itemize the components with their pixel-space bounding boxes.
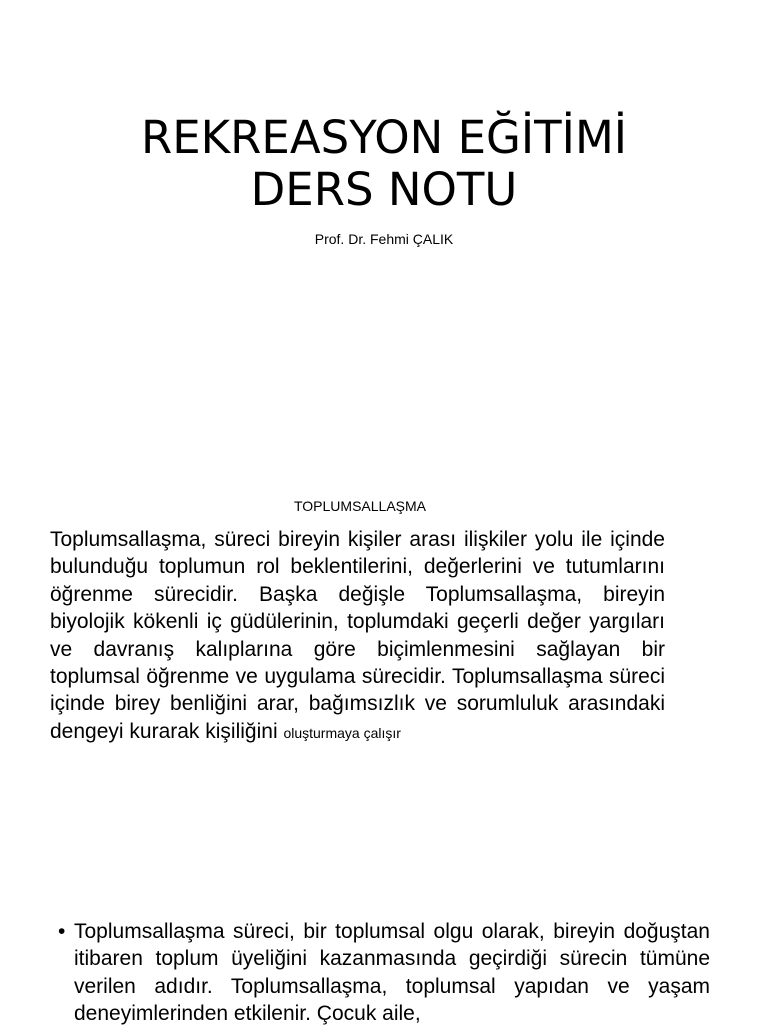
author-subtitle: Prof. Dr. Fehmi ÇALIK xyxy=(314,231,454,247)
bullet-icon: • xyxy=(58,920,66,943)
section-heading: TOPLUMSALLAŞMA xyxy=(293,498,426,514)
slide-bullets xyxy=(0,890,768,1024)
title-line-2: DERS NOTU xyxy=(250,163,518,216)
title-line-1: REKREASYON EĞİTİMİ xyxy=(140,111,628,164)
body-paragraph xyxy=(50,526,665,747)
body-text: Toplumsallaşma, süreci bireyin kişiler arası ilişkiler yolu ile içinde bulunduğu toplumun rol beklentilerini, değerlerini ve tutumlarını öğrenme sürecidir. Başka değişle Toplumsallaşma, bireyin biyolojik kökenli iç güdülerinin, toplumdaki geçerli değer yargıları ve davranış kalıplarına göre biçimlenmesini sağlayan bir toplumsal öğrenme ve uygulama sürecidir. Toplumsallaşma süreci içinde birey benliğini arar, bağımsızlık ve sorumluluk arasındaki dengeyi kurarak kişiliğini xyxy=(50,528,665,743)
slide-toplumsallasma xyxy=(0,470,768,830)
page-title xyxy=(0,112,768,216)
list-item xyxy=(58,918,710,1028)
bullet-text: Toplumsallaşma süreci, bir toplumsal olgu olarak, bireyin doğuştan itibaren toplum üyeliğini kazanmasında geçirdiği sürecin tümüne verilen adıdır. Toplumsallaşma, toplumsal yapıdan ve yaşam deneyimlerinden etkilenir. Çocuk aile, xyxy=(74,920,710,1026)
slide-title xyxy=(0,0,768,430)
body-tail-text: oluşturmaya çalışır xyxy=(283,724,401,741)
